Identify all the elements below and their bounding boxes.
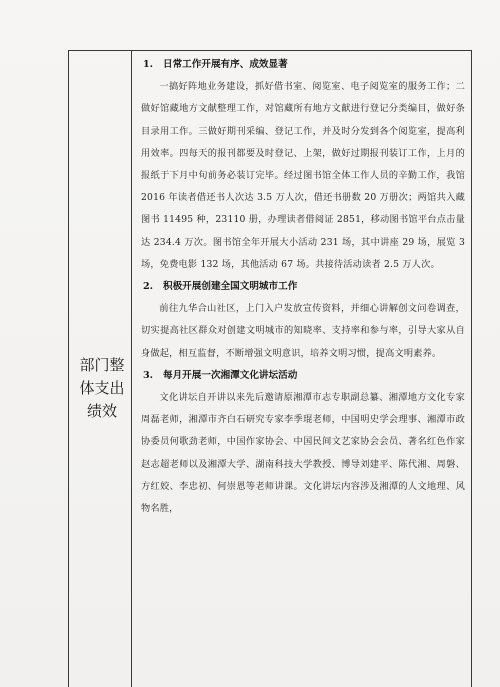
performance-table <box>68 50 472 687</box>
section-heading-3 <box>141 365 465 387</box>
category-label-line-3: 绩效 <box>86 402 117 420</box>
section-heading-1 <box>141 54 465 76</box>
section-title: 日常工作开展有序、成效显著 <box>163 59 288 70</box>
section-paragraph: 前往九华合山社区，上门入户发放宣传资料，并细心讲解创文问卷调查，切实提高社区群众对创建文明城市的知晓率、支持率和参与率，引导大家从自身做起，相互监督，不断增强文明意识，培养文明习惯，提高文明素养。 <box>141 303 465 359</box>
section-number: 3. <box>143 369 154 381</box>
section-number: 2. <box>143 281 154 293</box>
category-label <box>75 354 129 423</box>
section-heading-2 <box>141 276 465 298</box>
section-title: 积极开展创建全国文明城市工作 <box>163 281 298 293</box>
category-cell <box>69 51 132 687</box>
section-number: 1. <box>143 59 154 70</box>
category-label-line-2: 体支出 <box>79 379 125 397</box>
section-title: 每月开展一次湘潭文化讲坛活动 <box>163 369 298 381</box>
section-paragraph: 文化讲坛自开讲以来先后邀请原湘潭市志专职副总纂、湘潭地方文化专家周磊老师，湘潭市齐白石研究专家李季琨老师，中国明史学会理事、湘潭市政协委员何歌劲老师，中国作家协会、中国民间文艺家协会会员、著名红色作家赵志超老师以及湘潭大学、湖南科技大学教授、博导刘建平、陈代湘、周磐、方红姣、李忠初、何崇恩等老师讲课。文化讲坛内容涉及湘潭的人文地理、风物名胜， <box>141 392 465 515</box>
content-cell <box>141 54 465 520</box>
category-label-line-1: 部门整 <box>79 356 125 374</box>
section-paragraph: 一搞好阵地业务建设，抓好借书室、阅览室、电子阅览室的服务工作；二做好馆藏地方文献整理工作，对馆藏所有地方文献进行登记分类编目，做好条目录用工作。三做好期刊采编、登记工作，并及时分发到各个阅览室，提高利用效率。四每天的报刊都要及时登记、上架，做好过期报刊装订工作，上月的报纸于下月中旬前务必装订完毕。经过图书馆全体工作人员的辛勤工作，我馆 2016 年读者借还书人次达 3.5 万人次，借还书册数 20 万册次；两馆共入藏图书 11495 种，23110 册，办理读者借阅证 2851，移动图书馆平台点击量达 234.4 万次。图书馆全年开展大小活动 231 场，其中讲座 29 场，展览 3 场，免费电影 132 场，其他活动 67 场。共接待活动读者 2.5 万人次。 <box>141 81 465 270</box>
